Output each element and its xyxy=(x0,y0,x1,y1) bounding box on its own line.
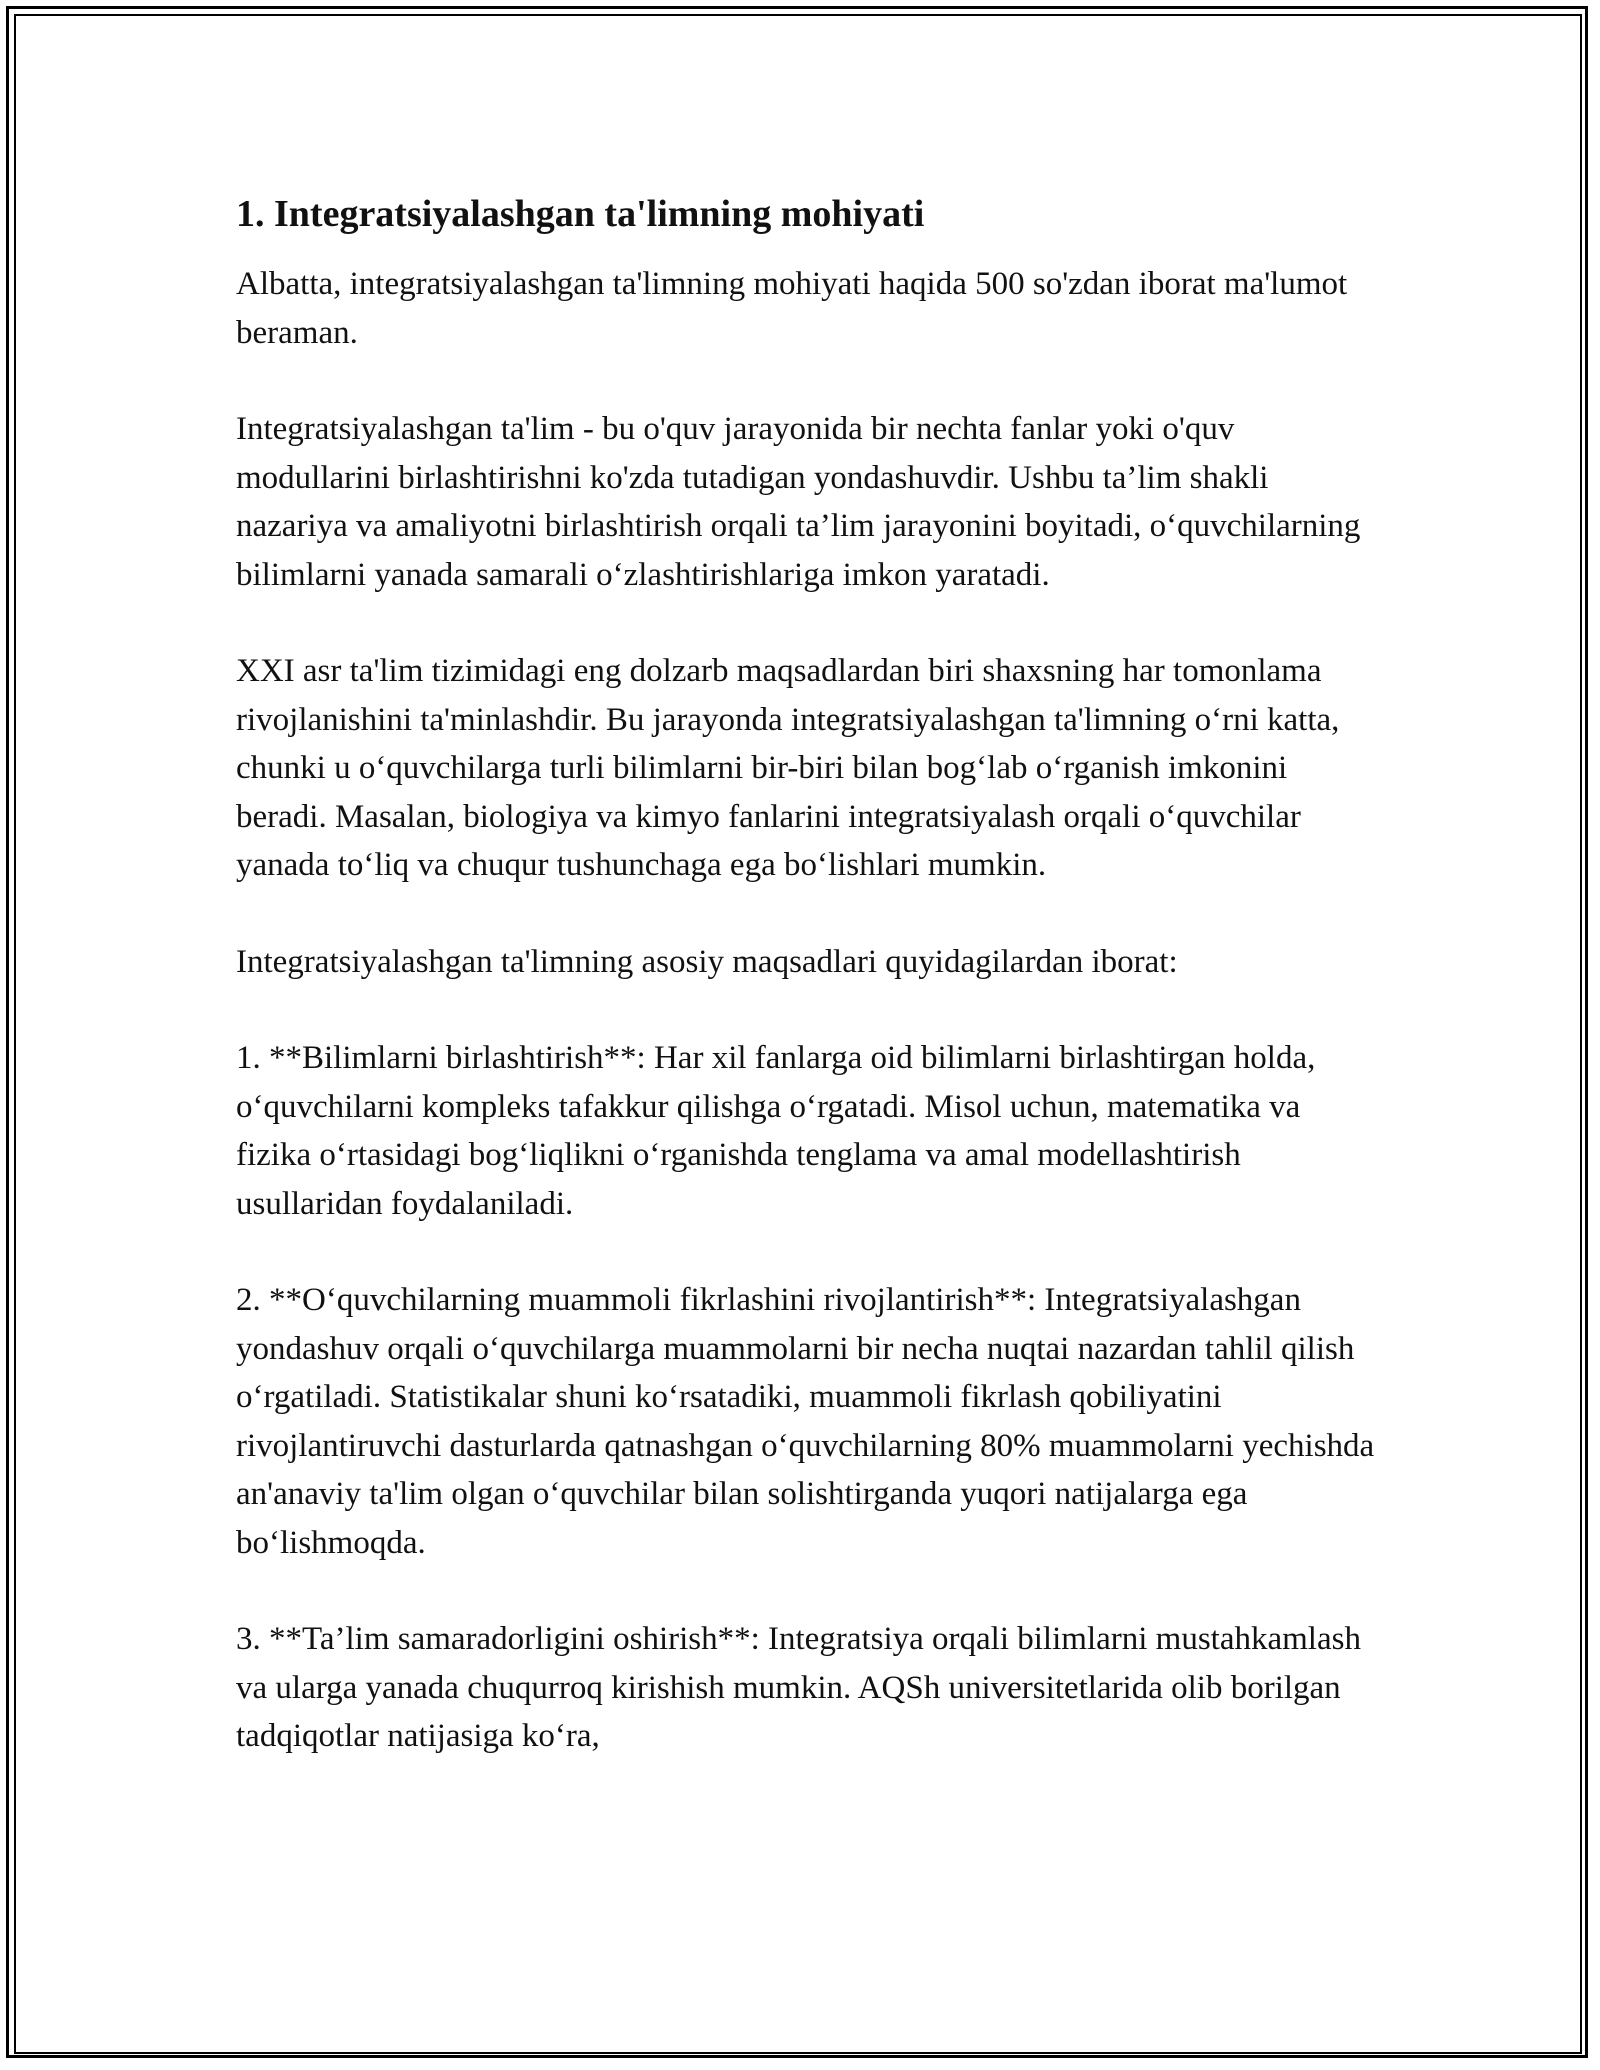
paragraph-context: XXI asr ta'lim tizimidagi eng dolzarb maqsadlardan biri shaxsning har tomonlama rivojlanishini ta'minlashdir. Bu jarayonda integratsiyalashgan ta'limning o‘rni katta, chunki u o‘quvchilarga turli bilimlarni bir-biri bilan bog‘lab o‘rganish imkonini beradi. Masalan, biologiya va kimyo fanlarini integratsiyalash orqali o‘quvchilar yanada to‘liq va chuqur tushunchaga ega bo‘lishlari mumkin. xyxy=(236,653,1340,883)
list-item-learning-efficiency: 3. **Ta’lim samaradorligini oshirish**: Integratsiya orqali bilimlarni mustahkamlash va ularga yanada chuqurroq kirishish mumkin. AQSh universitetlarida olib borilgan tadqiqotlar natijasiga ko‘ra, xyxy=(236,1621,1361,1754)
document-page xyxy=(236,188,1376,1761)
list-item-problem-thinking: 2. **O‘quvchilarning muammoli fikrlashini rivojlantirish**: Integratsiyalashgan yondashuv orqali o‘quvchilarga muammolarni bir necha nuqtai nazardan tahlil qilish o‘rgatiladi. Statistikalar shuni ko‘rsatadiki, muammoli fikrlash qobiliyatini rivojlantiruvchi dasturlarda qatnashgan o‘quvchilarning 80% muammolarni yechishda an'anaviy ta'lim olgan o‘quvchilar bilan solishtirganda yuqori natijalarga ega bo‘lishmoqda. xyxy=(236,1282,1375,1561)
paragraph-definition: Integratsiyalashgan ta'lim - bu o'quv jarayonida bir nechta fanlar yoki o'quv modullarini birlashtirishni ko'zda tutadigan yondashuvdir. Ushbu ta’lim shakli nazariya va amaliyotni birlashtirish orqali ta’lim jarayonini boyitadi, o‘quvchilarning bilimlarni yanada samarali o‘zlashtirishlariga imkon yaratadi. xyxy=(236,411,1361,593)
paragraph-goals-heading: Integratsiyalashgan ta'limning asosiy maqsadlari quyidagilardan iborat: xyxy=(236,943,1178,980)
list-item-knowledge-integration: 1. **Bilimlarni birlashtirish**: Har xil fanlarga oid bilimlarni birlashtirgan holda, o‘quvchilarni kompleks tafakkur qilishga o‘rgatadi. Misol uchun, matematika va fizika o‘rtasidagi bog‘liqlikni o‘rganishda tenglama va amal modellashtirish usullaridan foydalaniladi. xyxy=(236,1040,1316,1222)
document-title: 1. Integratsiyalashgan ta'limning mohiyati xyxy=(236,193,925,235)
paragraph-intro: Albatta, integratsiyalashgan ta'limning mohiyati haqida 500 so'zdan iborat ma'lumot beraman. xyxy=(236,266,1348,351)
